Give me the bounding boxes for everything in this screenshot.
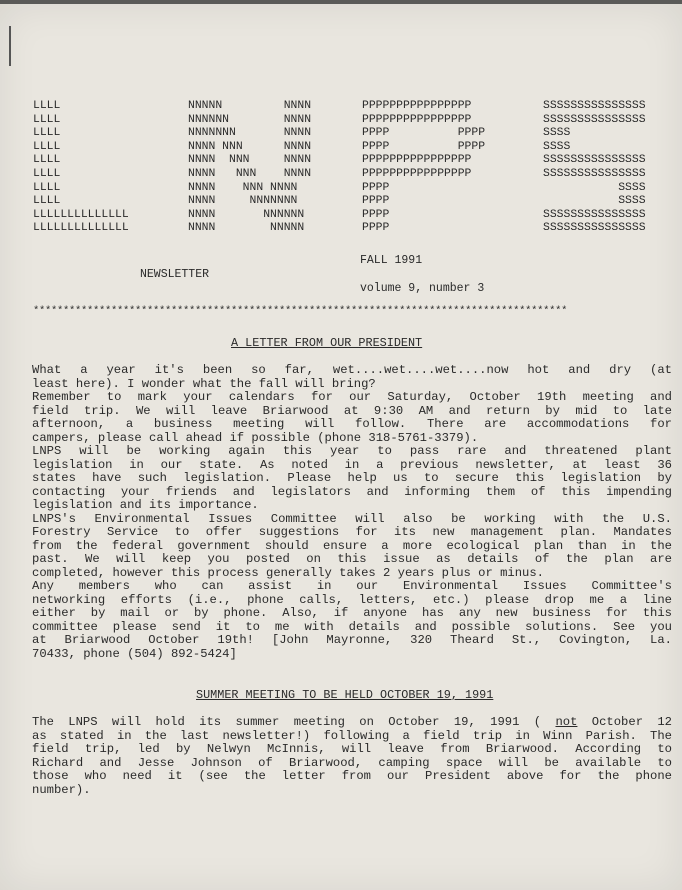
banner-row: PPPP: [362, 181, 390, 194]
text-line: legislation and its importance.: [32, 499, 259, 512]
banner-row: PPPPPPPPPPPPPPPP: [362, 113, 472, 126]
banner-row: LLLL: [33, 140, 61, 153]
issue-label: NEWSLETTER: [140, 268, 210, 281]
text-line: LNPS will be working again this year to pass rare and threatened plant: [32, 445, 672, 458]
text-line: completed, however this process generally takes 2 years plus or minus.: [32, 566, 544, 580]
banner-row: PPPPPPPPPPPPPPPP: [362, 100, 472, 112]
text-line: from the federal government should ensure a more ecological plan than in the: [32, 539, 672, 553]
banner-row: LLLL: [33, 181, 61, 194]
banner-letter-p: [362, 100, 485, 236]
banner-row: NNNNN NNNN: [188, 100, 312, 112]
text-line: Forestry Service to offer suggestions for its new management plan. Mandates: [32, 526, 672, 539]
text-run: October 12: [577, 716, 672, 729]
banner-row: NNNNNN NNNN: [188, 113, 312, 126]
text-line: networking efforts (i.e., phone calls, letters, etc.) please drop me a line: [32, 593, 672, 607]
banner-row: LLLL: [33, 100, 61, 112]
text-line: contacting your friends and legislators and informing them of this impending: [32, 485, 672, 499]
banner-row: SSSSSSSSSSSSSSS: [543, 100, 646, 112]
issue-season: FALL 1991: [360, 254, 423, 267]
banner-row: LLLLLLLLLLLLLL: [33, 208, 129, 221]
banner-row: PPPP: [362, 208, 390, 221]
text-line: campers, please call ahead if possible (phone 318-5761-3379).: [32, 431, 479, 445]
text-line: What a year it's been so far, wet....wet....wet....now hot and dry (at: [32, 364, 672, 377]
banner-letter-l: [33, 100, 129, 236]
text-line: 70433, phone (504) 892-5424]: [32, 647, 237, 661]
banner-row: PPPPPPPPPPPPPPPP: [362, 154, 472, 167]
banner-row: PPPP PPPP: [362, 127, 486, 140]
text-line: field trip, led by Nelwyn McInnis, will leave from Briarwood. According to: [32, 743, 672, 756]
banner-row: NNNN NNN NNNN: [188, 167, 312, 180]
president-letter-heading: A LETTER FROM OUR PRESIDENT: [231, 336, 423, 350]
text-line: Any members who can assist in our Environmental Issues Committee's: [32, 580, 672, 593]
banner-row: SSSS: [543, 140, 571, 153]
text-line: either by mail or by phone. Also, if anyone has any new business for this: [32, 607, 672, 620]
banner-row: NNNN NNNNNN: [188, 208, 305, 221]
text-line: at Briarwood October 19th! [John Mayronne, 320 Theard St., Covington, La.: [32, 634, 672, 647]
newsletter-page: [0, 4, 682, 890]
text-line: Remember to mark your calendars for our Saturday, October 19th meeting and: [32, 391, 672, 404]
summer-meeting-body: [32, 716, 672, 797]
summer-meeting-heading: SUMMER MEETING TO BE HELD OCTOBER 19, 1991: [196, 688, 494, 702]
issue-volume: volume 9, number 3: [360, 282, 485, 295]
banner-row: SSSSSSSSSSSSSSS: [543, 113, 646, 126]
banner-row: LLLLLLLLLLLLLL: [33, 222, 129, 235]
banner-row: LLLL: [33, 167, 61, 180]
text-line: LNPS's Environmental Issues Committee will also be working with the U.S.: [32, 512, 672, 526]
banner-letter-s: [543, 100, 646, 236]
text-line: least here). I wonder what the fall will bring?: [32, 377, 376, 391]
text-line: as stated in the last newsletter!) following a field trip in Winn Parish. The: [32, 729, 672, 743]
star-divider: *****************************************************************************************: [33, 305, 568, 317]
emphasis-not: not: [555, 716, 578, 729]
banner-row: LLLL: [33, 154, 61, 167]
banner-row: NNNN NNN NNNN: [188, 181, 298, 194]
banner-row: PPPPPPPPPPPPPPPP: [362, 167, 472, 180]
president-letter-body: [32, 364, 672, 661]
margin-pencil-mark: [9, 26, 11, 66]
text-line: those who need it (see the letter from our President above for the phone: [32, 770, 672, 783]
banner-row: NNNN NNN NNNN: [188, 154, 312, 167]
text-line: past. We will keep you posted on this issue as details of the plan are: [32, 553, 672, 566]
text-line: field trip. We will leave Briarwood at 9:30 AM and return by mid to late: [32, 404, 672, 418]
banner-row: NNNNNNN NNNN: [188, 127, 312, 140]
text-line: committee please send it to me with details and possible solutions. See you: [32, 620, 672, 634]
banner-row: SSSSSSSSSSSSSSS: [543, 222, 646, 235]
banner-row: LLLL: [33, 127, 61, 140]
banner-row: SSSSSSSSSSSSSSS: [543, 208, 646, 221]
banner-row: SSSS: [543, 127, 571, 140]
banner-row: SSSSSSSSSSSSSSS: [543, 154, 646, 167]
banner-row: SSSS: [543, 181, 646, 194]
banner-row: PPPP: [362, 195, 390, 208]
banner-row: LLLL: [33, 113, 61, 126]
banner-row: SSSS: [543, 195, 646, 208]
banner-row: NNNN NNN NNNN: [188, 140, 312, 153]
banner-row: LLLL: [33, 195, 61, 208]
text-line: [32, 716, 672, 730]
text-line: states have such legislation. Please help us to secure this legislation by: [32, 472, 672, 485]
banner-row: NNNN NNNNNNN: [188, 195, 298, 208]
text-line: Richard and Jesse Johnson of Briarwood, camping space will be available to: [32, 756, 672, 770]
banner-letter-n: [188, 100, 311, 236]
text-line: legislation in our state. As noted in a previous newsletter, at least 36: [32, 458, 672, 472]
text-run: The LNPS will hold its summer meeting on October 19, 1991 (: [32, 716, 556, 729]
text-line: number).: [32, 783, 91, 797]
banner-row: SSSSSSSSSSSSSSS: [543, 167, 646, 180]
text-line: afternoon, a business meeting will follow. There are accommodations for: [32, 418, 672, 431]
banner-row: PPPP: [362, 222, 390, 235]
banner-row: PPPP PPPP: [362, 140, 486, 153]
banner-row: NNNN NNNNN: [188, 222, 305, 235]
